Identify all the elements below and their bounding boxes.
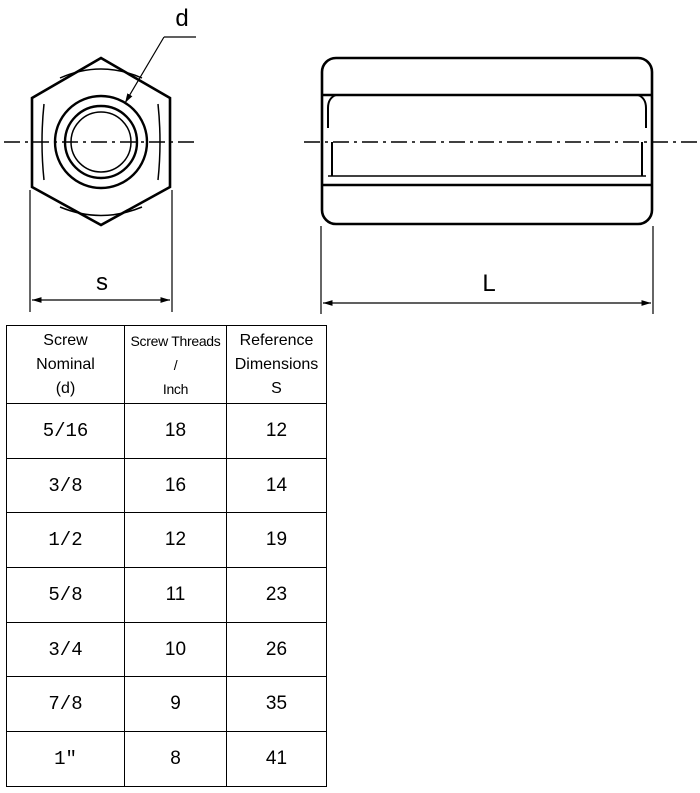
cell-s: 19 — [227, 513, 327, 568]
header-screw-nominal: Screw Nominal (d) — [7, 326, 125, 404]
side-outline — [322, 58, 652, 224]
table-row — [7, 732, 327, 787]
hex-side-view — [322, 58, 652, 224]
cell-s: 14 — [227, 458, 327, 513]
cell-threads: 16 — [125, 458, 227, 513]
d-label: d — [175, 5, 189, 32]
table-row — [7, 568, 327, 623]
table-row — [7, 404, 327, 459]
table-row — [7, 458, 327, 513]
table-row — [7, 622, 327, 677]
technical-drawing — [0, 0, 700, 325]
cell-s: 41 — [227, 732, 327, 787]
cell-threads: 8 — [125, 732, 227, 787]
face-chamfer-top — [328, 95, 646, 128]
cell-nominal: 3/8 — [7, 458, 125, 513]
cell-s: 12 — [227, 404, 327, 459]
cell-s: 35 — [227, 677, 327, 732]
spec-table — [6, 325, 327, 787]
cell-threads: 18 — [125, 404, 227, 459]
cell-nominal: 5/8 — [7, 568, 125, 623]
L-label: L — [482, 270, 496, 297]
header-threads-per-inch: Screw Threads / Inch — [125, 326, 227, 404]
table-row — [7, 513, 327, 568]
header-reference-dimensions: Reference Dimensions S — [227, 326, 327, 404]
cell-s: 26 — [227, 622, 327, 677]
table-row — [7, 677, 327, 732]
cell-nominal: 3/4 — [7, 622, 125, 677]
cell-threads: 12 — [125, 513, 227, 568]
cell-nominal: 5/16 — [7, 404, 125, 459]
cell-nominal: 1/2 — [7, 513, 125, 568]
cell-threads: 11 — [125, 568, 227, 623]
cell-threads: 9 — [125, 677, 227, 732]
table-header-row — [7, 326, 327, 404]
cell-nominal: 1″ — [7, 732, 125, 787]
cell-threads: 10 — [125, 622, 227, 677]
s-label: s — [96, 269, 108, 296]
cell-s: 23 — [227, 568, 327, 623]
cell-nominal: 7/8 — [7, 677, 125, 732]
